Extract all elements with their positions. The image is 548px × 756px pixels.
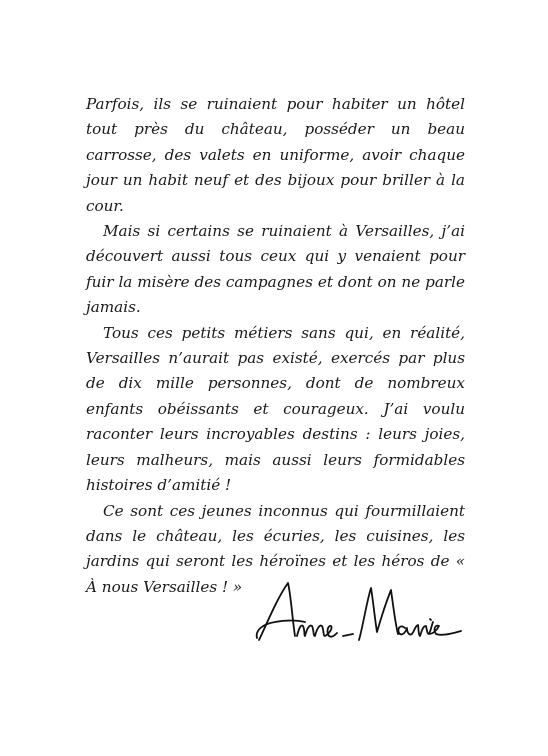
paragraph-4: Ce sont ces jeunes inconnus qui fourmillaient dans le château, les écuries, les cuisines, les jardins qui seront les héroïnes et les héros de « À nous Versailles ! » <box>86 501 465 596</box>
paragraph-3: Tous ces petits métiers sans qui, en réalité, Versailles n’aurait pas existé, exercés par plus de dix mille personnes, dont de nombreux enfants obéissants et courageux. J’ai voulu raconter leurs incroyables destins : leurs joies, leurs malheurs, mais aussi leurs formidables histoires d’amitié ! <box>86 323 465 495</box>
paragraph-2: Mais si certains se ruinaient à Versailles, j’ai découvert aussi tous ceux qui y venaient pour fuir la misère des campagnes et dont on ne parle jamais. <box>86 222 465 317</box>
letter-body <box>86 92 465 600</box>
paragraph-1: Parfois, ils se ruinaient pour habiter un hôtel tout près du château, posséder un beau carrosse, des valets en uniforme, avoir chaque jour un habit neuf et des bijoux pour briller à la cour. <box>86 95 465 215</box>
handwritten-signature <box>255 578 465 652</box>
